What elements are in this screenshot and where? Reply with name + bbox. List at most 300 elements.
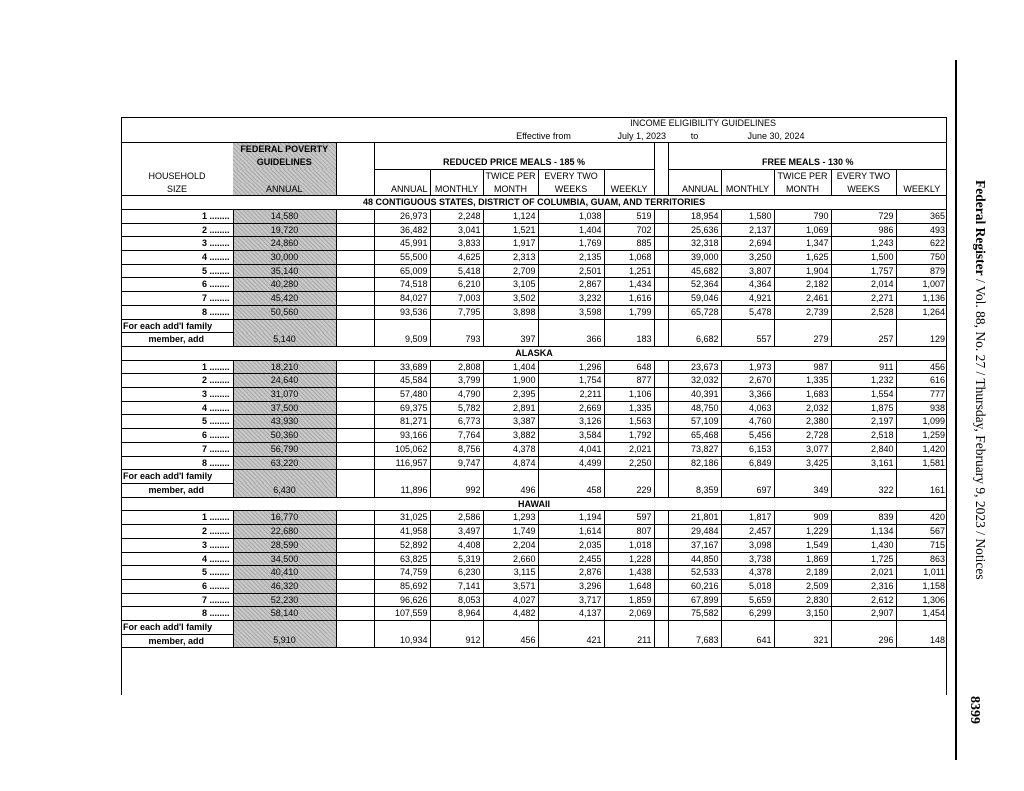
free-annual: 44,850	[668, 552, 721, 566]
household-size: 6 ........	[121, 278, 233, 292]
free-twice: 279	[774, 333, 831, 347]
free-weekly: 1,306	[896, 593, 947, 607]
reduced-weekly: 1,563	[604, 415, 654, 429]
free-weekly: 1,581	[896, 456, 947, 470]
reduced-weekly: 1,228	[604, 552, 654, 566]
household-size: 4 ........	[121, 251, 233, 265]
poverty-guideline: 37,500	[233, 401, 336, 415]
free-monthly: 557	[721, 333, 774, 347]
poverty-guideline: 6,430	[233, 483, 336, 497]
poverty-guideline: 24,860	[233, 237, 336, 251]
reduced-monthly: 8,964	[430, 607, 483, 621]
title-row	[121, 117, 947, 130]
reduced-monthly: 912	[430, 634, 483, 648]
spacer-cell	[336, 401, 374, 415]
household-size: 2 ........	[121, 223, 233, 237]
reduced-twice: 1,293	[483, 511, 538, 525]
spacer-cell	[336, 360, 374, 374]
spacer-cell	[654, 305, 668, 319]
spacer-cell	[654, 483, 668, 497]
poverty-guideline: 24,640	[233, 374, 336, 388]
poverty-guideline: 18,210	[233, 360, 336, 374]
free-twice-header-2: MONTH	[774, 183, 831, 196]
section-title: ALASKA	[121, 346, 947, 360]
journal-name: Federal Register	[973, 180, 988, 276]
free-weekly: 493	[896, 223, 947, 237]
header-row-2	[121, 156, 947, 169]
additional-member-row	[121, 333, 947, 347]
free-monthly: 3,098	[721, 538, 774, 552]
reduced-monthly: 7,003	[430, 292, 483, 306]
blank-cell	[896, 319, 947, 333]
spacer-cell	[336, 442, 374, 456]
reduced-annual: 55,500	[374, 251, 430, 265]
spacer-cell	[336, 278, 374, 292]
blank-cell	[430, 621, 483, 635]
blank-cell	[668, 621, 721, 635]
poverty-guideline: 40,280	[233, 278, 336, 292]
section-header-row	[121, 497, 947, 511]
free-every: 1,134	[831, 525, 896, 539]
free-weekly: 938	[896, 401, 947, 415]
reduced-annual: 96,626	[374, 593, 430, 607]
reduced-monthly: 793	[430, 333, 483, 347]
free-every: 1,232	[831, 374, 896, 388]
additional-member-label: For each add'l family	[121, 319, 233, 333]
free-every: 2,907	[831, 607, 896, 621]
reduced-annual: 57,480	[374, 388, 430, 402]
free-twice: 1,347	[774, 237, 831, 251]
reduced-every: 3,717	[538, 593, 604, 607]
reduced-twice: 496	[483, 483, 538, 497]
free-twice: 321	[774, 634, 831, 648]
spacer-cell	[336, 456, 374, 470]
free-monthly: 5,456	[721, 429, 774, 443]
table-body	[121, 117, 947, 648]
spacer-cell	[654, 429, 668, 443]
table-row	[121, 237, 947, 251]
free-weekly: 148	[896, 634, 947, 648]
table-row	[121, 566, 947, 580]
reduced-monthly: 6,773	[430, 415, 483, 429]
household-size: 7 ........	[121, 593, 233, 607]
reduced-annual: 36,482	[374, 223, 430, 237]
reduced-monthly: 4,408	[430, 538, 483, 552]
reduced-every: 4,137	[538, 607, 604, 621]
poverty-guideline: 50,360	[233, 429, 336, 443]
spacer-cell	[654, 566, 668, 580]
reduced-twice: 2,709	[483, 264, 538, 278]
free-annual: 29,484	[668, 525, 721, 539]
spacer-cell	[654, 525, 668, 539]
poverty-guideline: 34,500	[233, 552, 336, 566]
blank-cell	[831, 319, 896, 333]
reduced-twice: 3,882	[483, 429, 538, 443]
household-size: 5 ........	[121, 415, 233, 429]
free-annual: 52,364	[668, 278, 721, 292]
household-size: 1 ........	[121, 209, 233, 223]
free-annual: 7,683	[668, 634, 721, 648]
free-annual-header: ANNUAL	[668, 183, 721, 196]
free-weekly: 715	[896, 538, 947, 552]
poverty-guideline: 45,420	[233, 292, 336, 306]
blank-cell	[430, 470, 483, 484]
free-annual: 25,636	[668, 223, 721, 237]
reduced-monthly: 7,141	[430, 579, 483, 593]
reduced-twice: 456	[483, 634, 538, 648]
reduced-every: 2,501	[538, 264, 604, 278]
spacer-cell	[654, 388, 668, 402]
free-every: 296	[831, 634, 896, 648]
reduced-monthly: 6,210	[430, 278, 483, 292]
spacer-cell	[336, 223, 374, 237]
reduced-every: 1,404	[538, 223, 604, 237]
free-weekly: 1,259	[896, 429, 947, 443]
free-monthly: 4,364	[721, 278, 774, 292]
household-size: 2 ........	[121, 374, 233, 388]
free-every: 3,161	[831, 456, 896, 470]
reduced-monthly-header: MONTHLY	[430, 183, 483, 196]
table-row	[121, 456, 947, 470]
free-every-header-1: EVERY TWO	[831, 169, 896, 182]
reduced-monthly: 6,230	[430, 566, 483, 580]
reduced-every: 4,041	[538, 442, 604, 456]
free-monthly: 4,063	[721, 401, 774, 415]
reduced-every: 2,455	[538, 552, 604, 566]
additional-member-label: For each add'l family	[121, 621, 233, 635]
free-every-header-2: WEEKS	[831, 183, 896, 196]
section-title: HAWAII	[121, 497, 947, 511]
spacer-cell	[336, 634, 374, 648]
poverty-guideline: 31,070	[233, 388, 336, 402]
household-size: 4 ........	[121, 552, 233, 566]
household-size: 8 ........	[121, 607, 233, 621]
table-row	[121, 374, 947, 388]
reduced-weekly: 807	[604, 525, 654, 539]
spacer-cell	[336, 292, 374, 306]
blank-cell	[668, 319, 721, 333]
start-date: July 1, 2023	[617, 130, 666, 141]
reduced-twice: 3,898	[483, 305, 538, 319]
free-weekly: 750	[896, 251, 947, 265]
poverty-guideline-filler	[233, 319, 336, 333]
free-weekly: 616	[896, 374, 947, 388]
free-monthly: 4,760	[721, 415, 774, 429]
spacer-cell	[336, 319, 374, 333]
spacer-cell	[336, 429, 374, 443]
poverty-guideline: 28,590	[233, 538, 336, 552]
free-weekly: 1,136	[896, 292, 947, 306]
reduced-twice: 4,027	[483, 593, 538, 607]
poverty-header-1: FEDERAL POVERTY	[233, 143, 336, 156]
free-twice: 1,869	[774, 552, 831, 566]
free-annual: 57,109	[668, 415, 721, 429]
reduced-every: 2,876	[538, 566, 604, 580]
free-twice: 1,683	[774, 388, 831, 402]
household-size: 5 ........	[121, 566, 233, 580]
additional-member-label: member, add	[121, 333, 233, 347]
spacer-cell	[654, 511, 668, 525]
reduced-twice: 1,749	[483, 525, 538, 539]
reduced-annual: 63,825	[374, 552, 430, 566]
reduced-every: 421	[538, 634, 604, 648]
reduced-every: 1,038	[538, 209, 604, 223]
free-monthly: 6,153	[721, 442, 774, 456]
table-row	[121, 251, 947, 265]
blank-cell	[668, 470, 721, 484]
free-annual: 8,359	[668, 483, 721, 497]
reduced-annual: 65,009	[374, 264, 430, 278]
poverty-guideline: 35,140	[233, 264, 336, 278]
additional-member-label: For each add'l family	[121, 470, 233, 484]
free-twice: 3,425	[774, 456, 831, 470]
free-monthly: 6,849	[721, 456, 774, 470]
reduced-twice: 3,571	[483, 579, 538, 593]
free-every: 911	[831, 360, 896, 374]
blank-cell	[483, 621, 538, 635]
reduced-twice-header-2: MONTH	[483, 183, 538, 196]
free-every: 2,528	[831, 305, 896, 319]
free-every: 1,430	[831, 538, 896, 552]
reduced-twice: 397	[483, 333, 538, 347]
household-header-2: SIZE	[121, 183, 233, 196]
free-weekly: 1,420	[896, 442, 947, 456]
free-weekly: 161	[896, 483, 947, 497]
section-header-row	[121, 346, 947, 360]
reduced-twice: 4,378	[483, 442, 538, 456]
reduced-twice: 1,124	[483, 209, 538, 223]
free-weekly: 1,099	[896, 415, 947, 429]
free-twice: 909	[774, 511, 831, 525]
spacer-cell	[654, 415, 668, 429]
spacer-cell	[654, 319, 668, 333]
to-label: to	[690, 130, 699, 141]
reduced-twice: 3,502	[483, 292, 538, 306]
page-margin-rule	[955, 60, 957, 760]
free-monthly: 3,366	[721, 388, 774, 402]
reduced-every: 3,584	[538, 429, 604, 443]
reduced-twice-header-1: TWICE PER	[483, 169, 538, 182]
spacer-cell	[654, 223, 668, 237]
page-number: 8399	[967, 696, 982, 724]
reduced-monthly: 5,782	[430, 401, 483, 415]
spacer-cell	[654, 278, 668, 292]
free-twice: 1,904	[774, 264, 831, 278]
reduced-monthly: 4,790	[430, 388, 483, 402]
running-header-text	[972, 180, 988, 580]
poverty-guideline: 50,560	[233, 305, 336, 319]
household-size: 3 ........	[121, 237, 233, 251]
spacer-cell	[336, 264, 374, 278]
spacer-cell	[336, 470, 374, 484]
free-monthly: 2,137	[721, 223, 774, 237]
free-twice: 987	[774, 360, 831, 374]
free-monthly-header: MONTHLY	[721, 183, 774, 196]
free-twice: 2,509	[774, 579, 831, 593]
blank-cell	[721, 319, 774, 333]
reduced-weekly: 1,648	[604, 579, 654, 593]
free-monthly: 2,670	[721, 374, 774, 388]
free-annual: 23,673	[668, 360, 721, 374]
free-monthly: 3,738	[721, 552, 774, 566]
free-weekly: 1,454	[896, 607, 947, 621]
table-row	[121, 538, 947, 552]
reduced-every: 366	[538, 333, 604, 347]
free-annual: 32,318	[668, 237, 721, 251]
reduced-twice: 1,917	[483, 237, 538, 251]
table-row	[121, 511, 947, 525]
table-row	[121, 264, 947, 278]
spacer-cell	[336, 305, 374, 319]
free-twice: 1,335	[774, 374, 831, 388]
spacer-cell	[336, 607, 374, 621]
spacer-cell	[654, 292, 668, 306]
free-annual: 37,167	[668, 538, 721, 552]
blank-cell	[538, 621, 604, 635]
reduced-annual: 26,973	[374, 209, 430, 223]
free-annual: 40,391	[668, 388, 721, 402]
reduced-weekly: 877	[604, 374, 654, 388]
poverty-guideline: 19,720	[233, 223, 336, 237]
free-every: 2,840	[831, 442, 896, 456]
spacer-cell	[336, 538, 374, 552]
spacer-cell	[336, 374, 374, 388]
spacer-cell	[654, 456, 668, 470]
free-every: 2,197	[831, 415, 896, 429]
reduced-weekly: 1,335	[604, 401, 654, 415]
poverty-guideline: 5,140	[233, 333, 336, 347]
reduced-annual: 31,025	[374, 511, 430, 525]
reduced-monthly: 3,799	[430, 374, 483, 388]
free-twice: 349	[774, 483, 831, 497]
reduced-weekly: 1,068	[604, 251, 654, 265]
reduced-weekly: 1,859	[604, 593, 654, 607]
free-weekly-header: WEEKLY	[896, 183, 947, 196]
blank-cell	[831, 470, 896, 484]
spacer-cell	[654, 360, 668, 374]
poverty-guideline: 58,140	[233, 607, 336, 621]
household-size: 3 ........	[121, 538, 233, 552]
reduced-annual: 52,892	[374, 538, 430, 552]
free-weekly: 863	[896, 552, 947, 566]
reduced-monthly: 8,756	[430, 442, 483, 456]
blank-cell	[774, 621, 831, 635]
additional-member-row	[121, 470, 947, 484]
table-row	[121, 579, 947, 593]
reduced-monthly: 2,248	[430, 209, 483, 223]
reduced-every-header-1: EVERY TWO	[538, 169, 604, 182]
reduced-annual: 41,958	[374, 525, 430, 539]
blank-cell	[483, 470, 538, 484]
free-annual: 6,682	[668, 333, 721, 347]
household-size: 6 ........	[121, 579, 233, 593]
household-size: 3 ........	[121, 388, 233, 402]
free-every: 257	[831, 333, 896, 347]
poverty-guideline: 22,680	[233, 525, 336, 539]
reduced-every: 1,614	[538, 525, 604, 539]
free-annual: 39,000	[668, 251, 721, 265]
spacer-cell	[336, 388, 374, 402]
reduced-annual: 10,934	[374, 634, 430, 648]
free-annual: 21,801	[668, 511, 721, 525]
blank-cell	[721, 470, 774, 484]
household-size: 5 ........	[121, 264, 233, 278]
blank-cell	[538, 470, 604, 484]
reduced-every: 3,598	[538, 305, 604, 319]
reduced-monthly: 7,795	[430, 305, 483, 319]
reduced-annual: 84,027	[374, 292, 430, 306]
table-row	[121, 607, 947, 621]
reduced-annual: 93,166	[374, 429, 430, 443]
reduced-twice: 1,404	[483, 360, 538, 374]
spacer-cell	[654, 593, 668, 607]
reduced-weekly: 519	[604, 209, 654, 223]
free-monthly: 3,807	[721, 264, 774, 278]
free-annual: 59,046	[668, 292, 721, 306]
reduced-weekly: 211	[604, 634, 654, 648]
spacer-cell	[654, 264, 668, 278]
free-weekly: 456	[896, 360, 947, 374]
free-every: 2,518	[831, 429, 896, 443]
free-monthly: 4,921	[721, 292, 774, 306]
free-annual: 45,682	[668, 264, 721, 278]
header-row-4	[121, 183, 947, 196]
free-twice: 2,728	[774, 429, 831, 443]
household-header-1: HOUSEHOLD	[148, 170, 206, 181]
blank-cell	[483, 319, 538, 333]
reduced-annual: 45,991	[374, 237, 430, 251]
reduced-weekly: 648	[604, 360, 654, 374]
reduced-every: 3,296	[538, 579, 604, 593]
blank-cell	[538, 319, 604, 333]
spacer-cell	[654, 374, 668, 388]
household-size: 6 ........	[121, 429, 233, 443]
reduced-annual: 116,957	[374, 456, 430, 470]
poverty-guideline: 63,220	[233, 456, 336, 470]
reduced-monthly: 3,041	[430, 223, 483, 237]
free-weekly: 1,011	[896, 566, 947, 580]
free-monthly: 641	[721, 634, 774, 648]
section-header-row	[121, 196, 947, 210]
free-weekly: 777	[896, 388, 947, 402]
table-row	[121, 360, 947, 374]
reduced-every: 1,194	[538, 511, 604, 525]
free-monthly: 4,378	[721, 566, 774, 580]
free-weekly: 420	[896, 511, 947, 525]
reduced-weekly: 1,792	[604, 429, 654, 443]
additional-member-row	[121, 621, 947, 635]
table-row	[121, 278, 947, 292]
free-twice: 1,229	[774, 525, 831, 539]
free-monthly: 2,457	[721, 525, 774, 539]
free-monthly: 5,478	[721, 305, 774, 319]
spacer-cell	[336, 415, 374, 429]
blank-cell	[430, 319, 483, 333]
spacer-cell	[654, 333, 668, 347]
reduced-annual: 11,896	[374, 483, 430, 497]
free-every: 729	[831, 209, 896, 223]
household-size: 7 ........	[121, 442, 233, 456]
reduced-twice: 2,313	[483, 251, 538, 265]
free-twice: 2,189	[774, 566, 831, 580]
free-monthly: 5,018	[721, 579, 774, 593]
reduced-annual: 9,509	[374, 333, 430, 347]
blank-cell	[374, 470, 430, 484]
reduced-monthly: 3,497	[430, 525, 483, 539]
free-twice-header-1: TWICE PER	[774, 169, 831, 182]
reduced-annual: 33,689	[374, 360, 430, 374]
blank-cell	[896, 470, 947, 484]
